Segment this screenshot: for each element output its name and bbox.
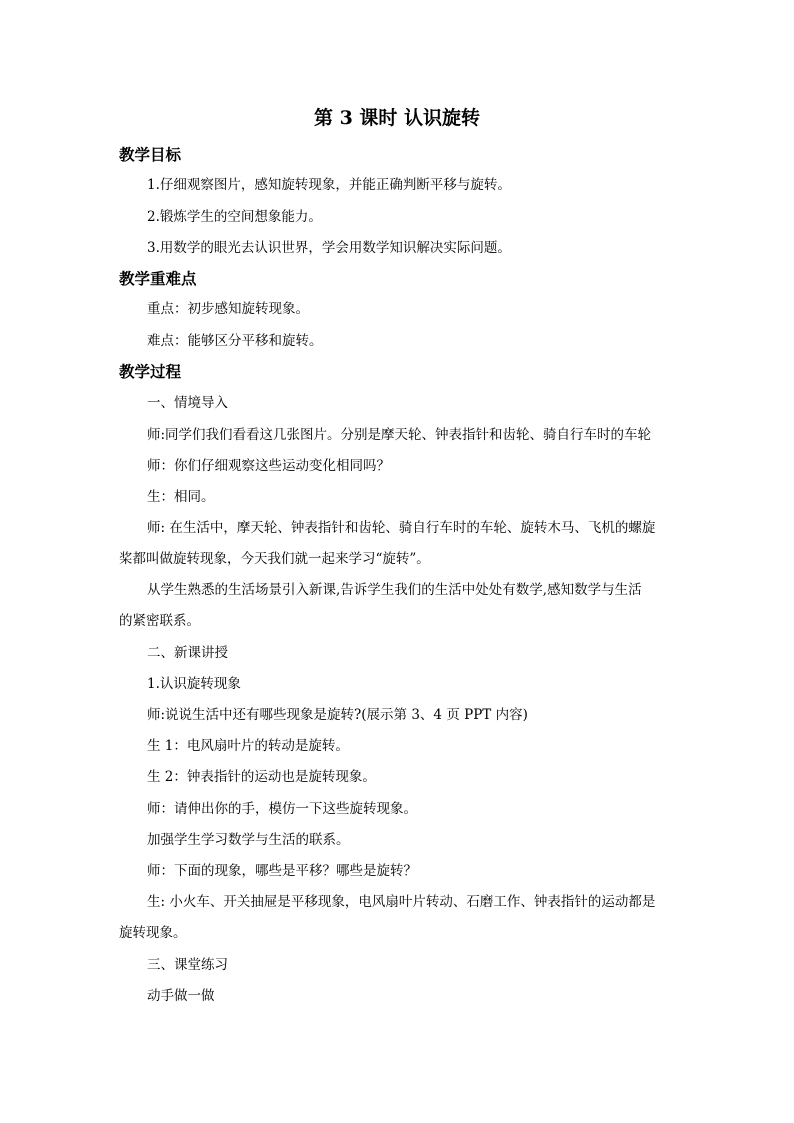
- objective-item: 2.锻炼学生的空间想象能力。: [147, 209, 322, 225]
- process-line: 生: 小火车、开关抽屉是平移现象，电风扇叶片转动、石磨工作、钟表指针的运动都是: [147, 894, 656, 910]
- process-line: 二、新课讲授: [147, 645, 228, 661]
- process-line: 三、课堂练习: [147, 957, 228, 973]
- page-title: 第 3 课时 认识旋转: [313, 107, 481, 129]
- process-line: 师:说说生活中还有哪些现象是旋转?(展示第 3、4 页 PPT 内容): [147, 707, 528, 723]
- section-heading-process: 教学过程: [119, 362, 182, 381]
- process-line: 师：下面的现象，哪些是平移？哪些是旋转？: [147, 863, 417, 879]
- process-line: 师：你们仔细观察这些运动变化相同吗？: [147, 458, 390, 474]
- process-line: 加强学生学习数学与生活的联系。: [147, 832, 350, 848]
- section-heading-key-points: 教学重难点: [119, 269, 197, 288]
- process-line: 旋转现象。: [119, 925, 187, 941]
- key-point-item: 难点：能够区分平移和旋转。: [147, 333, 323, 349]
- process-line: 1.认识旋转现象: [147, 676, 241, 692]
- process-line: 一、情境导入: [147, 395, 228, 411]
- process-line: 动手做一做: [147, 988, 215, 1004]
- process-line: 师: 在生活中，摩天轮、钟表指针和齿轮、骑自行车时的车轮、旋转木马、飞机的螺旋: [147, 520, 656, 536]
- process-line: 的紧密联系。: [119, 613, 200, 629]
- process-line: 生 2：钟表指针的运动也是旋转现象。: [147, 769, 376, 785]
- process-line: 师:同学们我们看看这几张图片。分别是摩天轮、钟表指针和齿轮、骑自行车时的车轮: [147, 427, 652, 443]
- objective-item: 3.用数学的眼光去认识世界，学会用数学知识解决实际问题。: [147, 240, 511, 256]
- process-line: 生 1：电风扇叶片的转动是旋转。: [147, 738, 349, 754]
- section-heading-objectives: 教学目标: [119, 145, 182, 164]
- process-line: 生：相同。: [147, 489, 215, 505]
- process-line: 桨都叫做旋转现象，今天我们就一起来学习“旋转”。: [119, 551, 430, 567]
- key-point-item: 重点：初步感知旋转现象。: [147, 301, 309, 317]
- process-line: 师：请伸出你的手，模仿一下这些旋转现象。: [147, 801, 417, 817]
- objective-item: 1.仔细观察图片，感知旋转现象，并能正确判断平移与旋转。: [147, 177, 511, 193]
- process-line: 从学生熟悉的生活场景引入新课,告诉学生我们的生活中处处有数学,感知数学与生活: [147, 582, 642, 598]
